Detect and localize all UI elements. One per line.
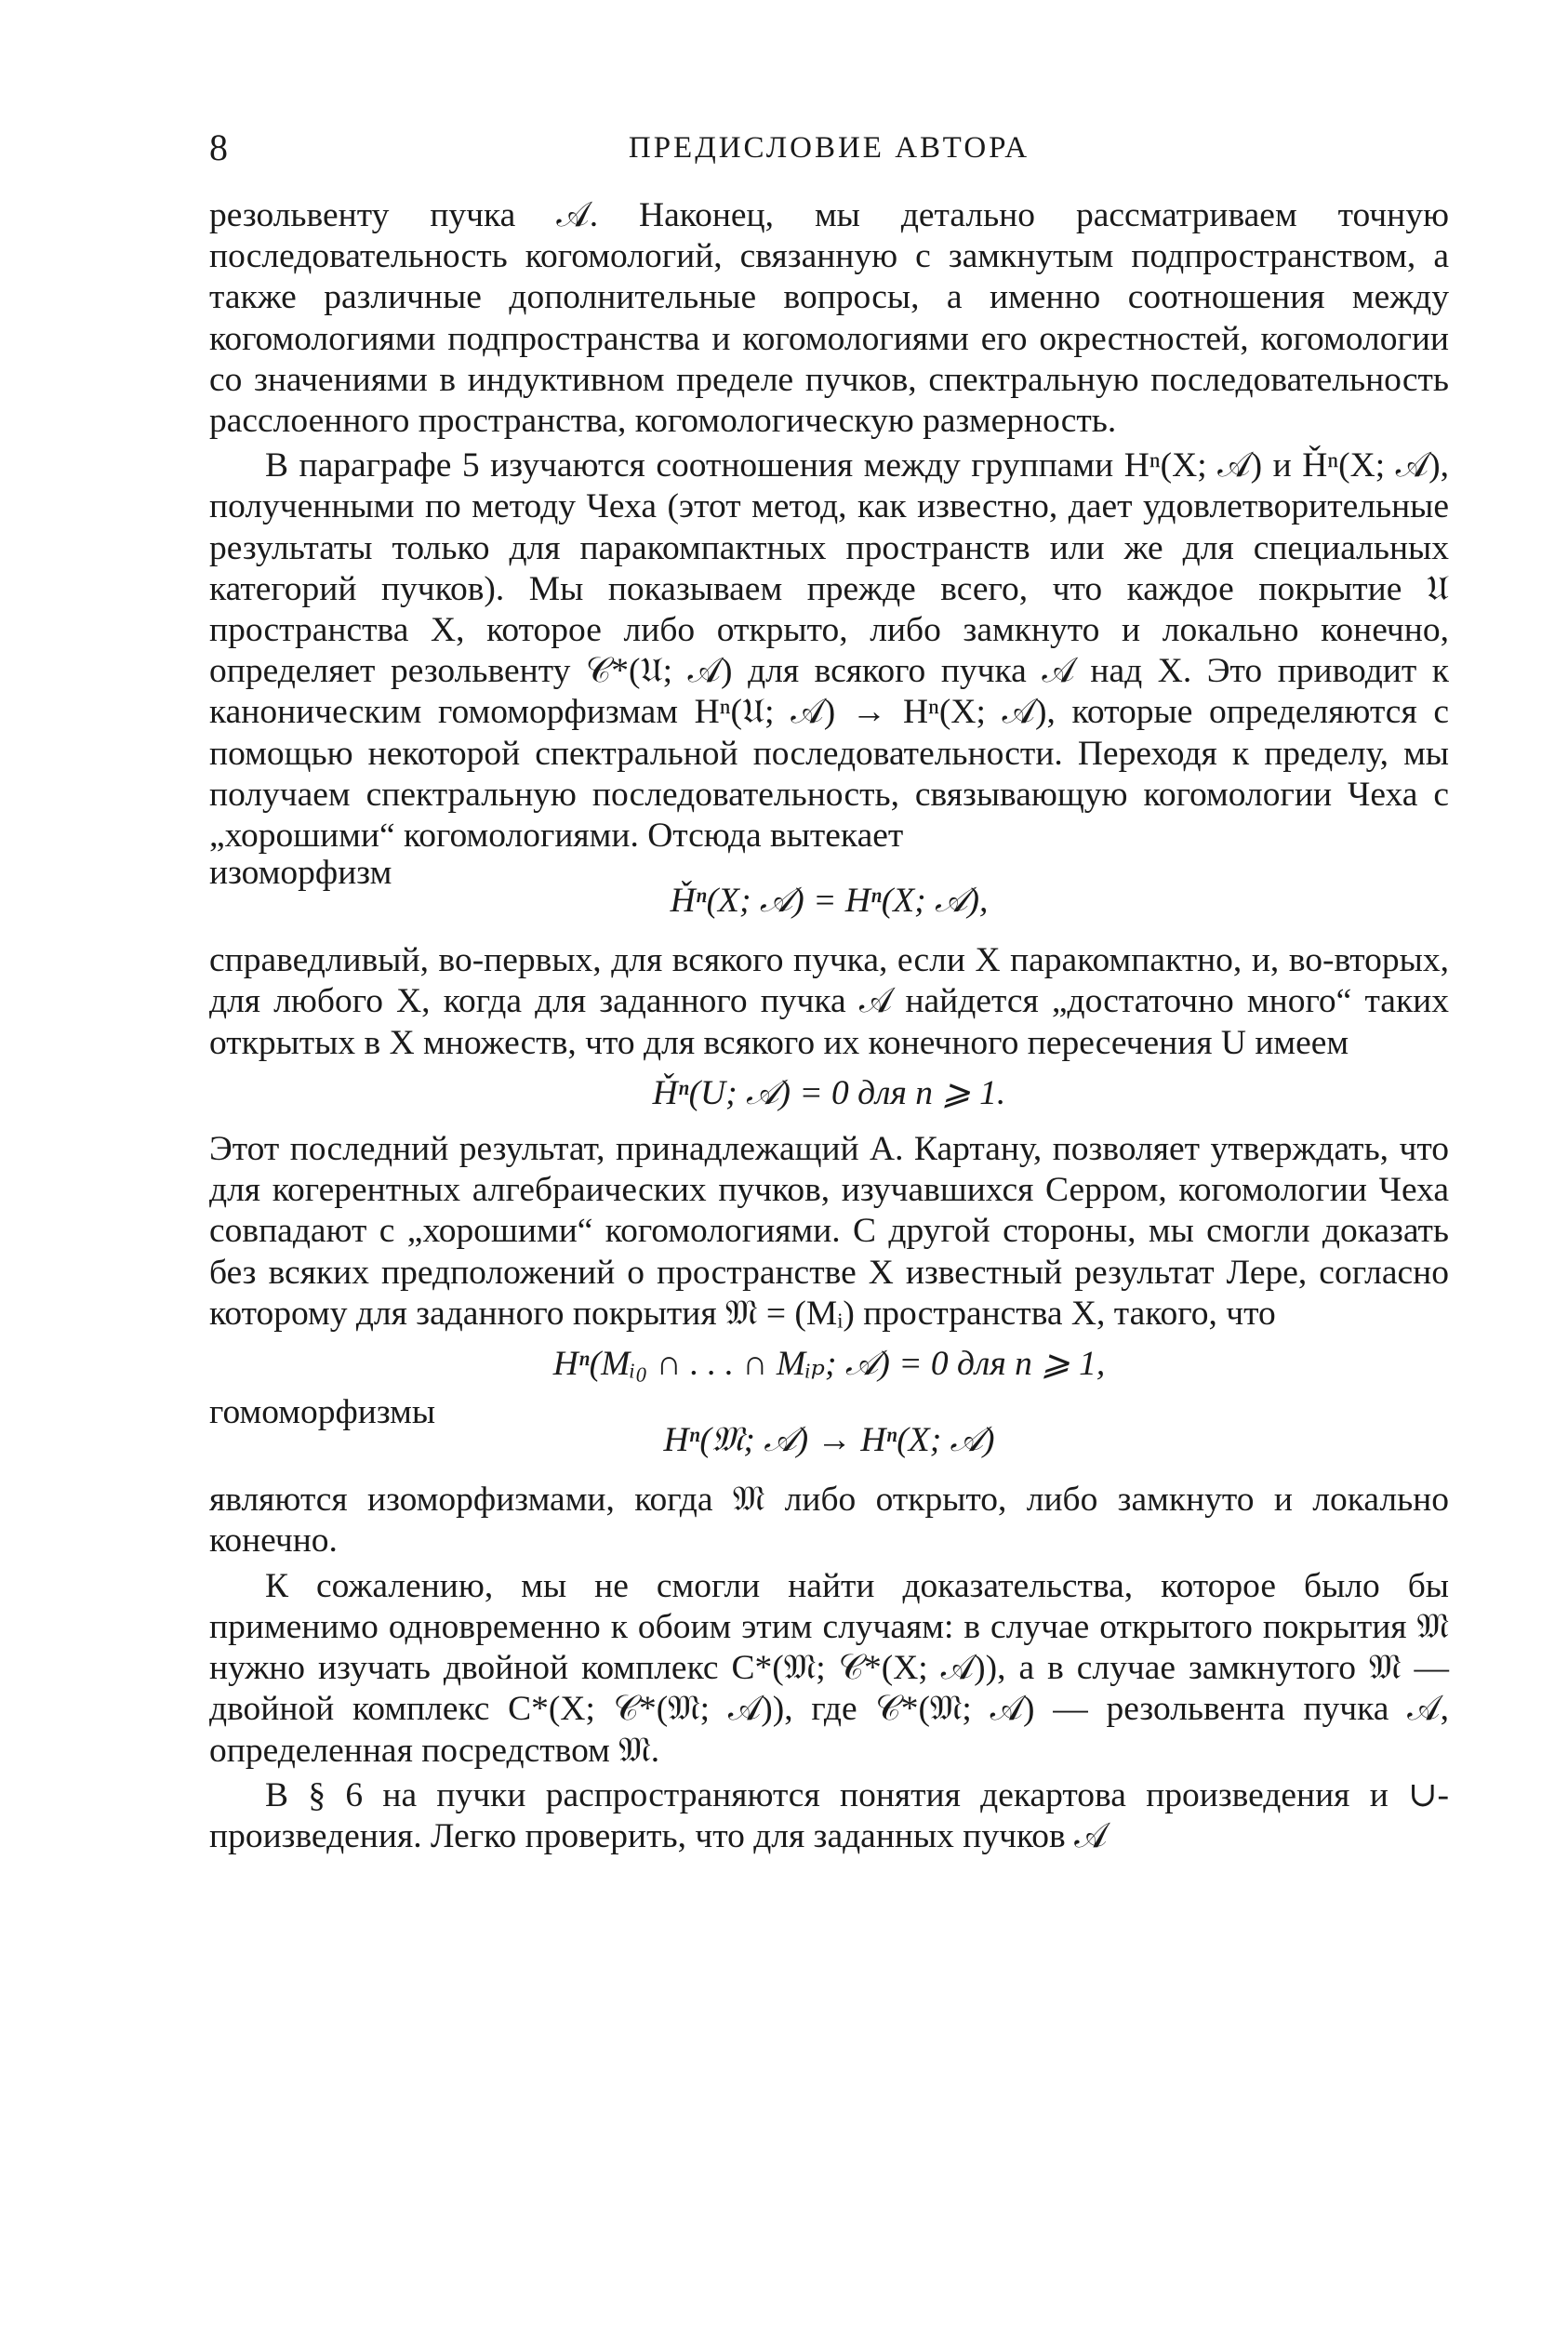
body-text xyxy=(209,195,1449,1861)
paragraph-2: В параграфе 5 изучаются соотношения между группами Hⁿ(X; 𝒜) и Ȟⁿ(X; 𝒜), полученными по методу Чеха (этот метод, как известно, дает удовлетворительные результаты только для паракомпактных пространств или же для специальных категорий пучков). Мы показываем прежде всего, что каждое покрытие 𝔘 пространства X, которое либо открыто, либо замкнуто и локально конечно, определяет резольвенту 𝒞*(𝔘; 𝒜) для всякого пучка 𝒜 над X. Это приводит к каноническим гомоморфизмам Hⁿ(𝔘; 𝒜) → Hⁿ(X; 𝒜), которые определяются с помощью некоторой спектральной последовательности. Переходя к пределу, мы получаем спектральную последовательность, связывающую когомологии Чеха с „хорошими“ когомологиями. Отсюда вытекает xyxy=(209,446,1449,856)
equation-2: Ȟⁿ(U; 𝒜) = 0 для n ⩾ 1. xyxy=(652,1073,1006,1112)
paragraph-1: резольвенту пучка 𝒜. Наконец, мы детально рассматриваем точную последовательность когомологий, связанную с замкнутым подпространством, а также различные дополнительные вопросы, а именно соотношения между когомологиями подпространства и когомологиями его окрестностей, когомологии со значениями в индуктивном пределе пучков, спектральную последовательность расслоенного пространства, когомологическую размерность. xyxy=(209,196,1449,441)
equation-row-1 xyxy=(209,854,1449,931)
equation-4: Hⁿ(𝔐; 𝒜) → Hⁿ(X; 𝒜) xyxy=(663,1421,995,1460)
equation-row-4 xyxy=(209,1393,1449,1470)
homomorphisms-label: гомоморфизмы xyxy=(209,1393,436,1432)
equation-3: Hⁿ(Mᵢ₀ ∩ . . . ∩ Mᵢₚ; 𝒜) = 0 для n ⩾ 1, xyxy=(552,1345,1106,1384)
running-title: ПРЕДИСЛОВИЕ АВТОРА xyxy=(628,131,1030,165)
isomorphism-label: изоморфизм xyxy=(209,854,392,893)
equation-1: Ȟⁿ(X; 𝒜) = Hⁿ(X; 𝒜), xyxy=(670,882,989,921)
paragraph-6: К сожалению, мы не смогли найти доказательства, которое было бы применимо одновременно к обоим этим случаям: в случае открытого покрытия 𝔐 нужно изучать двойной комплекс C*(𝔐; 𝒞*(X; 𝒜)), а в случае замкнутого 𝔐 — двойной комплекс C*(X; 𝒞*(𝔐; 𝒜)), где 𝒞*(𝔐; 𝒜) — резольвента пучка 𝒜, определенная посредством 𝔐. xyxy=(209,1566,1449,1770)
page-number: 8 xyxy=(209,126,228,168)
paragraph-7: В § 6 на пучки распространяются понятия декартова произведения и ∪-произведения. Легко проверить, что для заданных пучков 𝒜 xyxy=(209,1775,1449,1855)
paragraph-3: справедливый, во-первых, для всякого пучка, если X паракомпактно, и, во-вторых, для любого X, когда для заданного пучка 𝒜 найдется „достаточно много“ таких открытых в X множеств, что для всякого их конечного пересечения U имеем xyxy=(209,941,1449,1062)
page-header xyxy=(209,126,1449,181)
paragraph-5: являются изоморфизмами, когда 𝔐 либо открыто, либо замкнуто и локально конечно. xyxy=(209,1481,1449,1561)
paragraph-4: Этот последний результат, принадлежащий А. Картану, позволяет утверждать, что для когерентных алгебраических пучков, изучавшихся Серром, когомологии Чеха совпадают с „хорошими“ когомологиями. С другой стороны, мы смогли доказать без всяких предположений о пространстве X известный результат Лере, согласно которому для заданного покрытия 𝔐 = (Mᵢ) пространства X, такого, что xyxy=(209,1130,1449,1333)
